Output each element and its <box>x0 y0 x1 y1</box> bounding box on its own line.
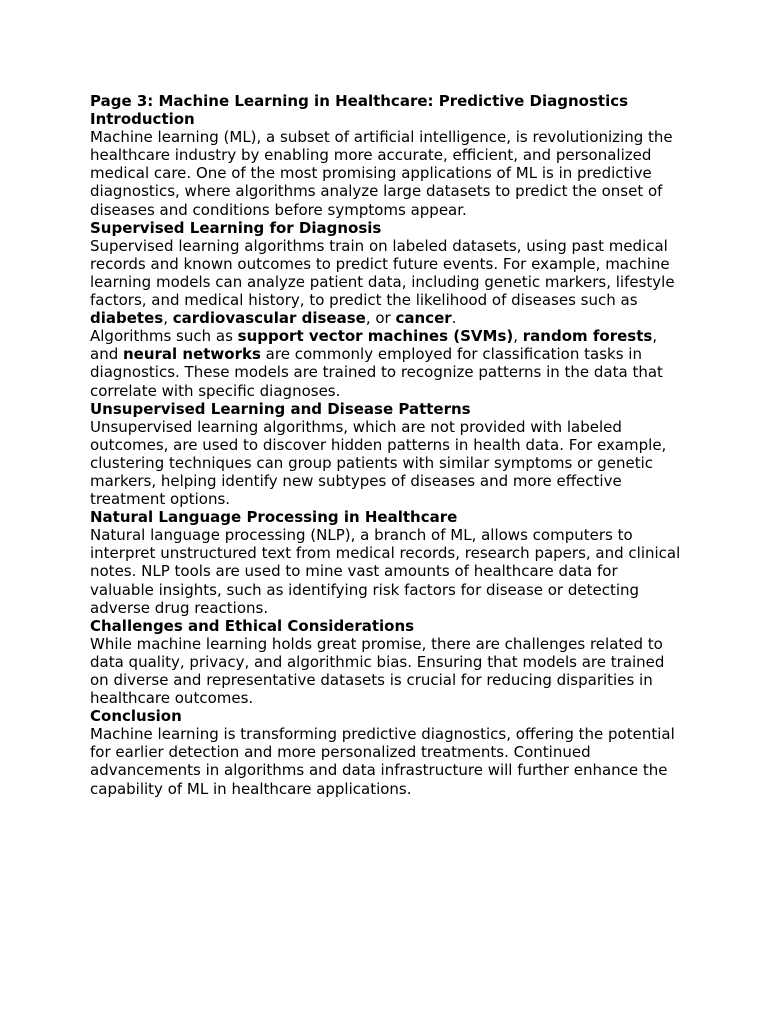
paragraph <box>90 237 681 327</box>
section-heading-unsupervised-learning: Unsupervised Learning and Disease Patterns <box>90 399 471 418</box>
key-term: support vector machines (SVMs) <box>237 327 514 346</box>
paragraph <box>90 526 681 616</box>
paragraph <box>90 725 681 797</box>
paragraph-text: Supervised learning algorithms train on labeled datasets, using past medical records and known outcomes to predict future events. For example, machine learning models can analyze patient data, including genetic markers, lifestyle factors, and medical history, to predict the likelihood of diseases such as <box>90 236 675 310</box>
paragraph-text: , <box>513 327 523 346</box>
section-heading-conclusion: Conclusion <box>90 707 182 726</box>
paragraph-text: Unsupervised learning algorithms, which are not provided with labeled outcomes, are used to discover hidden patterns in health data. For example, clustering techniques can group patients with similar symptoms or genetic markers, helping identify new subtypes of diseases and more effective treatment options. <box>90 417 667 509</box>
key-term: diabetes <box>90 309 164 328</box>
paragraph-text: Machine learning is transforming predictive diagnostics, offering the potential for earlier detection and more personalized treatments. Continued advancements in algorithms and data infrastructure will further enhance the capability of ML in healthcare applications. <box>90 725 675 798</box>
key-term: neural networks <box>123 345 261 364</box>
key-term: cardiovascular disease <box>172 309 366 328</box>
paragraph-text: Machine learning (ML), a subset of artificial intelligence, is revolutionizing the healthcare industry by enabling more accurate, efficient, and personalized medical care. One of the most promising applications of ML is in predictive diagnostics, where algorithms analyze large datasets to predict the onset of diseases and conditions before symptoms appear. <box>90 128 673 219</box>
paragraph <box>90 128 681 218</box>
document-body <box>90 92 681 798</box>
paragraph-text: Algorithms such as <box>90 327 238 346</box>
key-term: random forests <box>522 327 653 346</box>
key-term: cancer <box>395 309 452 328</box>
section-heading-supervised-learning: Supervised Learning for Diagnosis <box>90 218 382 237</box>
paragraph-text: , or <box>365 309 396 328</box>
section-heading-nlp: Natural Language Processing in Healthcare <box>90 508 458 527</box>
paragraph <box>90 635 681 707</box>
paragraph-text: are commonly employed for classification tasks in diagnostics. These models are trained to recognize patterns in the data that correlate with specific diagnoses. <box>90 345 663 400</box>
paragraph-text: Natural language processing (NLP), a branch of ML, allows computers to interpret unstructured text from medical records, research papers, and clinical notes. NLP tools are used to mine vast amounts of healthcare data for valuable insights, such as identifying risk factors for disease or detecting adverse drug reactions. <box>90 526 681 617</box>
section-heading-challenges: Challenges and Ethical Considerations <box>90 616 415 635</box>
paragraph-text: . <box>451 309 457 328</box>
paragraph <box>90 418 681 508</box>
section-heading-introduction: Introduction <box>90 110 195 129</box>
paragraph-text: While machine learning holds great promise, there are challenges related to data quality, privacy, and algorithmic bias. Ensuring that models are trained on diverse and representative datasets is crucial for reducing disparities in healthcare outcomes. <box>90 634 665 708</box>
paragraph <box>90 327 681 399</box>
page-title: Page 3: Machine Learning in Healthcare: Predictive Diagnostics <box>90 92 629 110</box>
paragraph-text: , <box>163 309 173 328</box>
paragraph-text: , and <box>90 327 658 364</box>
